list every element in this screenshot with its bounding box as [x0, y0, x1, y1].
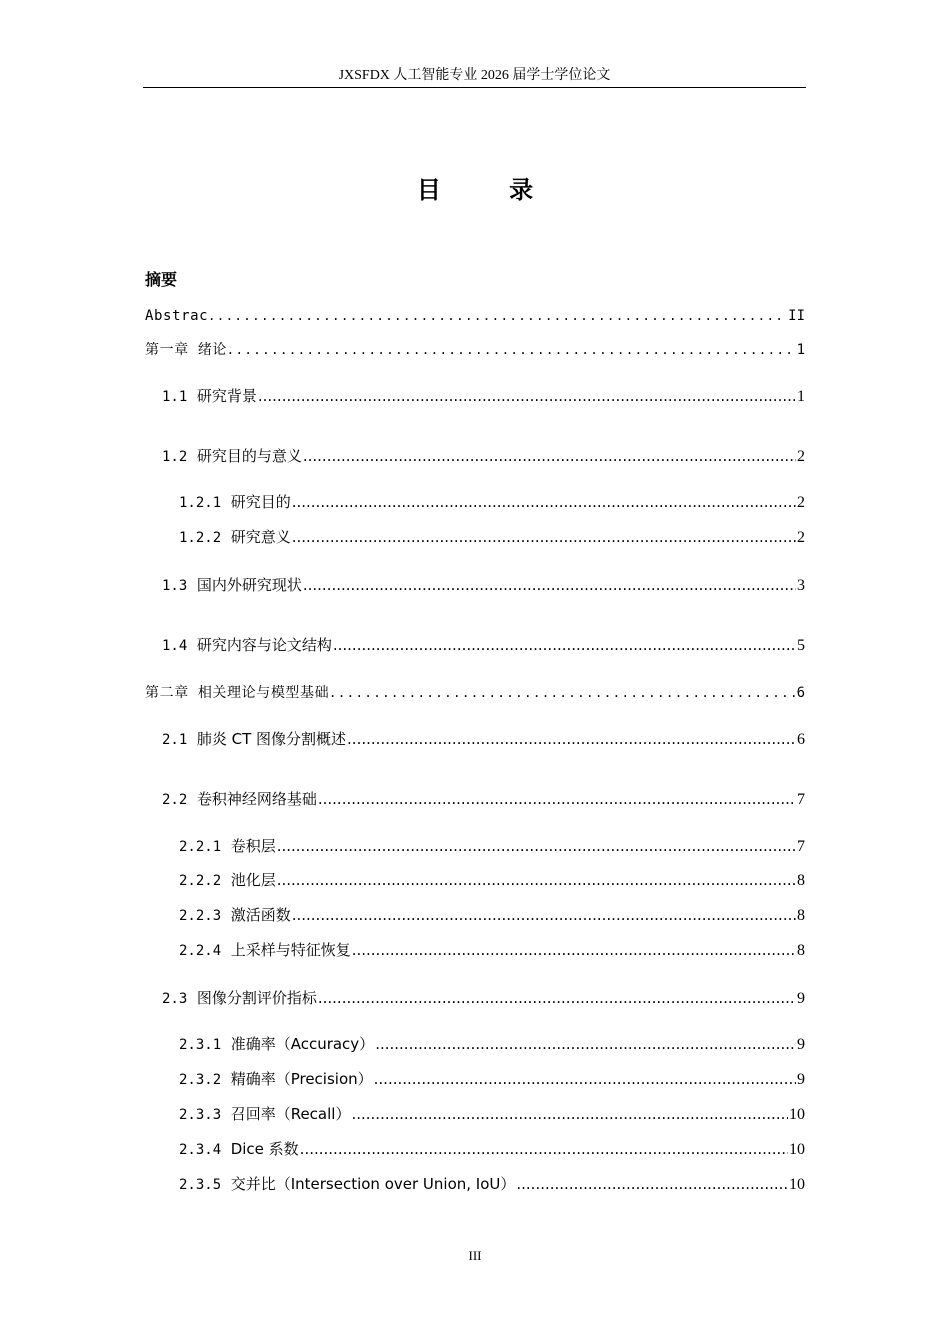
toc-entry-section-2-2-1[interactable] [179, 834, 805, 858]
toc-entry-page: II [788, 308, 805, 324]
toc-entry-section-2-3-5[interactable] [179, 1172, 805, 1196]
dot-leader [318, 986, 796, 1010]
dot-leader [258, 384, 796, 408]
toc-entry-label [162, 633, 332, 658]
dot-leader [292, 490, 796, 514]
toc-entry-text: 研究背景 [196, 387, 257, 405]
toc-entry-chapter-1[interactable] [145, 337, 805, 361]
toc-entry-number: 2.2 [162, 792, 188, 808]
toc-entry-label: Abstrac [145, 308, 209, 324]
dot-leader [333, 633, 796, 657]
toc-entry-label [179, 903, 291, 928]
dot-leader [330, 680, 795, 704]
toc-entry-page: 3 [797, 577, 805, 594]
toc-entry-section-2-3-2[interactable] [179, 1067, 805, 1091]
toc-entry-section-2-2[interactable] [162, 787, 805, 811]
toc-entry-label [179, 1172, 515, 1197]
toc-entry-label [162, 986, 317, 1011]
toc-entry-number: 1.2.1 [179, 495, 222, 511]
toc-entry-label [179, 1067, 373, 1092]
toc-entry-number: 2.3.2 [179, 1072, 222, 1088]
toc-entry-number: 1.2.2 [179, 530, 222, 546]
toc-entry-section-2-3-1[interactable] [179, 1032, 805, 1056]
toc-entry-label [179, 1102, 350, 1127]
toc-entry-number: 2.3 [162, 991, 188, 1007]
dot-leader [292, 525, 796, 549]
toc-entry-number: 2.2.4 [179, 943, 222, 959]
toc-entry-page: 10 [789, 1176, 805, 1193]
toc-entry-text: 卷积层 [230, 837, 276, 855]
toc-entry-label [179, 1137, 299, 1162]
toc-entry-section-2-1[interactable] [162, 727, 805, 751]
toc-entry-text: 图像分割评价指标 [196, 989, 317, 1007]
toc-entry-number: 1.1 [162, 389, 188, 405]
page-number: III [468, 1248, 482, 1263]
toc-entry-label [162, 384, 257, 409]
toc-entry-label [162, 444, 302, 469]
toc-entry-number: 2.2.3 [179, 908, 222, 924]
toc-entry-page: 2 [797, 529, 805, 546]
toc-entry-page: 1 [797, 388, 805, 405]
toc-title: 目 录 [416, 176, 564, 204]
dot-leader [303, 573, 796, 597]
dot-leader [303, 444, 796, 468]
toc-entry-number: 2.2.2 [179, 873, 222, 889]
toc-entry-text: 召回率（Recall） [230, 1105, 351, 1123]
toc-entry-page: 8 [797, 907, 805, 924]
toc-entry-section-1-1[interactable] [162, 384, 805, 408]
toc-entry-label [179, 938, 351, 963]
toc-entry-number: 2.2.1 [179, 839, 222, 855]
toc-entry-section-1-2-2[interactable] [179, 525, 805, 549]
toc-entry-number: 2.3.5 [179, 1177, 222, 1193]
toc-entry-label [179, 834, 276, 859]
toc-entry-section-2-2-3[interactable] [179, 903, 805, 927]
toc-entry-number: 1.4 [162, 638, 188, 654]
toc-entry-text: 卷积神经网络基础 [196, 790, 317, 808]
dot-leader [374, 1067, 796, 1091]
toc-entry-section-2-3-4[interactable] [179, 1137, 805, 1161]
toc-entry-text: 交并比（Intersection over Union, IoU） [230, 1175, 516, 1193]
dot-leader [228, 337, 796, 361]
toc-entry-number: 2.3.4 [179, 1142, 222, 1158]
toc-entry-label: 第二章 相关理论与模型基础 [145, 685, 330, 701]
toc-entry-page: 7 [797, 791, 805, 808]
toc-entry-section-2-2-4[interactable] [179, 938, 805, 962]
dot-leader [351, 1102, 788, 1126]
dot-leader [375, 1032, 796, 1056]
toc-entry-text: 国内外研究现状 [196, 576, 302, 594]
toc-entry-label [162, 727, 346, 752]
toc-entry-number: 1.2 [162, 449, 188, 465]
toc-entry-text: 研究目的与意义 [196, 447, 302, 465]
toc-entry-page: 8 [797, 872, 805, 889]
toc-entry-number: 2.1 [162, 732, 188, 748]
toc-entry-text: 池化层 [230, 871, 276, 889]
toc-entry-section-2-2-2[interactable] [179, 868, 805, 892]
toc-entry-page: 9 [797, 1036, 805, 1053]
toc-entry-section-2-3[interactable] [162, 986, 805, 1010]
dot-leader [347, 727, 796, 751]
toc-entry-text: 肺炎 CT 图像分割概述 [196, 730, 347, 748]
toc-entry-section-2-3-3[interactable] [179, 1102, 805, 1126]
toc-entry-page: 6 [796, 685, 805, 701]
dot-leader [292, 903, 796, 927]
dot-leader [516, 1172, 788, 1196]
running-header: JXSFDX 人工智能专业 2026 届学士学位论文 [143, 66, 806, 88]
toc-entry-page: 10 [789, 1141, 805, 1158]
toc-entry-page: 10 [789, 1106, 805, 1123]
toc-entry-number: 2.3.1 [179, 1037, 222, 1053]
toc-entry-text: 研究内容与论文结构 [196, 636, 332, 654]
toc-entry-label: 第一章 绪论 [145, 342, 228, 358]
toc-entry-label [179, 1032, 374, 1057]
dot-leader [318, 787, 796, 811]
toc-entry-section-1-2[interactable] [162, 444, 805, 468]
toc-entry-text: 精确率（Precision） [230, 1070, 373, 1088]
toc-entry-label [179, 490, 291, 515]
toc-entry-text: 激活函数 [230, 906, 291, 924]
toc-entry-label [162, 573, 302, 598]
toc-entry-label [162, 787, 317, 812]
toc-entry-section-1-4[interactable] [162, 633, 805, 657]
dot-leader [300, 1137, 788, 1161]
toc-entry-label [179, 868, 276, 893]
dot-leader [277, 834, 796, 858]
toc-entry-page: 6 [797, 731, 805, 748]
toc-entry-page: 8 [797, 942, 805, 959]
toc-entry-number: 1.3 [162, 578, 188, 594]
toc-entry-page: 2 [797, 448, 805, 465]
toc-entry-text: 研究目的 [230, 493, 291, 511]
toc-entry-page: 9 [797, 990, 805, 1007]
toc-entry-text: 准确率（Accuracy） [230, 1035, 375, 1053]
dot-leader [209, 303, 787, 327]
toc-entry-chapter-2[interactable] [145, 680, 805, 704]
toc-entry-text: 研究意义 [230, 528, 291, 546]
toc-entry-page: 2 [797, 494, 805, 511]
toc-entry-abstract-en[interactable] [145, 303, 805, 327]
toc-entry-page: 1 [796, 342, 805, 358]
toc-entry-abstract-cn[interactable]: 摘要 [145, 270, 178, 289]
toc-entry-number: 2.3.3 [179, 1107, 222, 1123]
toc-entry-page: 9 [797, 1071, 805, 1088]
toc-entry-section-1-3[interactable] [162, 573, 805, 597]
toc-entry-section-1-2-1[interactable] [179, 490, 805, 514]
toc-entry-text: Dice 系数 [230, 1140, 299, 1158]
dot-leader [277, 868, 796, 892]
dot-leader [352, 938, 796, 962]
toc-entry-page: 7 [797, 838, 805, 855]
toc-entry-label [179, 525, 291, 550]
toc-entry-page: 5 [797, 637, 805, 654]
toc-entry-text: 上采样与特征恢复 [230, 941, 351, 959]
